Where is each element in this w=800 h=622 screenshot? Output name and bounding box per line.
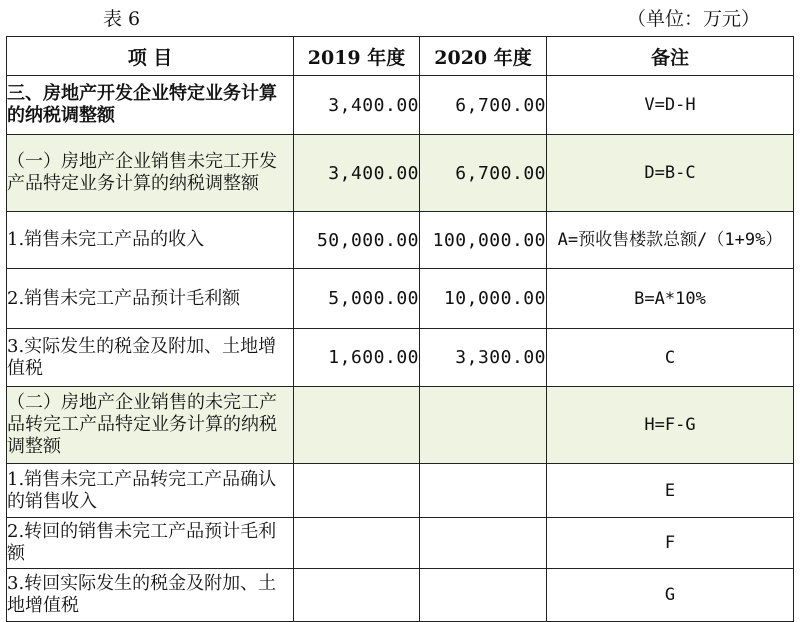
row-note: A=预收售楼款总额/（1+9%）: [547, 212, 794, 269]
row-2019: [294, 387, 420, 464]
table-row: [7, 329, 794, 387]
row-2020: [420, 569, 547, 622]
unit-label: （单位：万元）: [626, 8, 760, 30]
table-caption: [0, 0, 800, 34]
row-item: 2.转回的销售未完工产品预计毛利额: [7, 518, 294, 569]
header-row: [7, 37, 794, 76]
row-2019: 3,400.00: [294, 76, 420, 135]
row-item: 3.实际发生的税金及附加、土地增值税: [7, 329, 294, 387]
row-note: G: [547, 569, 794, 622]
row-note: V=D-H: [547, 76, 794, 135]
table-row: [7, 518, 794, 569]
row-2019: 3,400.00: [294, 135, 420, 212]
row-note: D=B-C: [547, 135, 794, 212]
row-note: H=F-G: [547, 387, 794, 464]
row-2020: 100,000.00: [420, 212, 547, 269]
row-item: 2.销售未完工产品预计毛利额: [7, 269, 294, 329]
row-2020: 10,000.00: [420, 269, 547, 329]
row-item: 3.转回实际发生的税金及附加、土地增值税: [7, 569, 294, 622]
row-2019: 1,600.00: [294, 329, 420, 387]
table-row: [7, 387, 794, 464]
table-row: [7, 269, 794, 329]
row-item: （二）房地产企业销售的未完工产品转完工产品特定业务计算的纳税调整额: [7, 387, 294, 464]
table-row: [7, 569, 794, 622]
row-2020: [420, 464, 547, 518]
row-item: 1.销售未完工产品转完工产品确认的销售收入: [7, 464, 294, 518]
row-2019: 5,000.00: [294, 269, 420, 329]
row-2019: 50,000.00: [294, 212, 420, 269]
table-row: [7, 135, 794, 212]
row-2020: 3,300.00: [420, 329, 547, 387]
row-item: 1.销售未完工产品的收入: [7, 212, 294, 269]
row-note: B=A*10%: [547, 269, 794, 329]
row-note: F: [547, 518, 794, 569]
row-2019: [294, 464, 420, 518]
header-note: 备注: [547, 37, 794, 76]
row-item: （一）房地产企业销售未完工开发产品特定业务计算的纳税调整额: [7, 135, 294, 212]
table-row: [7, 464, 794, 518]
row-2019: [294, 518, 420, 569]
header-2019: 2019 年度: [294, 37, 420, 76]
row-note: C: [547, 329, 794, 387]
row-item: 三、房地产开发企业特定业务计算的纳税调整额: [7, 76, 294, 135]
row-2019: [294, 569, 420, 622]
table-number: 表 6: [103, 8, 141, 30]
tax-adjustment-table: [6, 36, 794, 622]
table-row: [7, 212, 794, 269]
row-note: E: [547, 464, 794, 518]
header-item: 项 目: [7, 37, 294, 76]
header-2020: 2020 年度: [420, 37, 547, 76]
row-2020: 6,700.00: [420, 76, 547, 135]
row-2020: 6,700.00: [420, 135, 547, 212]
row-2020: [420, 518, 547, 569]
table-row: [7, 76, 794, 135]
row-2020: [420, 387, 547, 464]
